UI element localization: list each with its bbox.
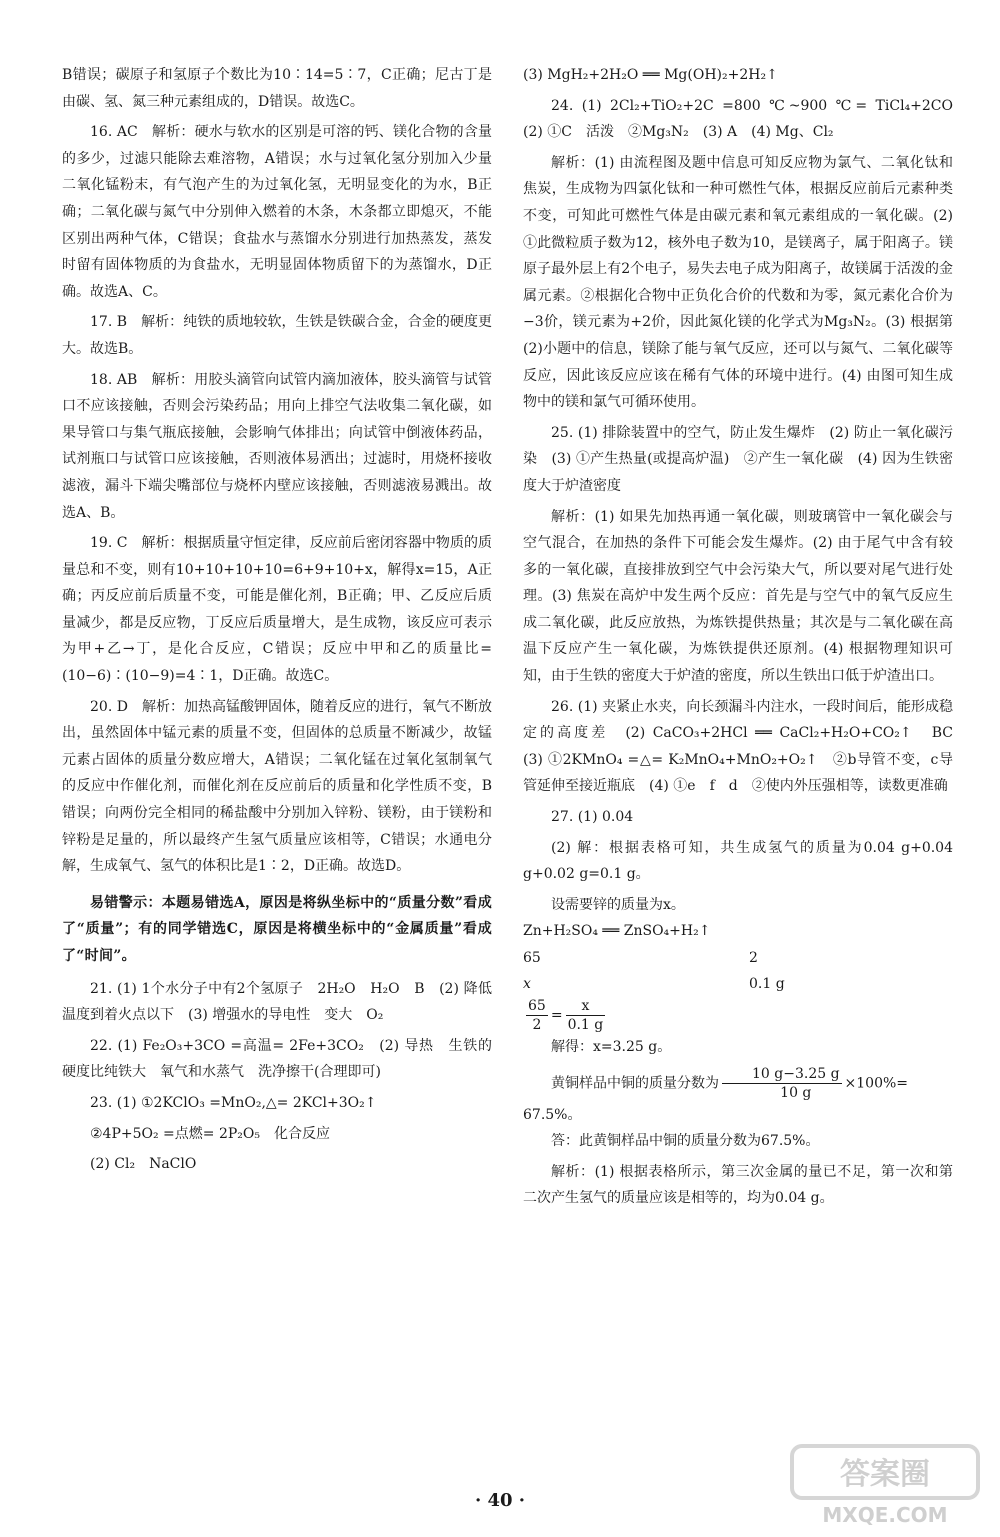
right-q27-1: 27. (1) 0.04 [551,809,634,826]
calc-answer: 答：此黄铜样品中铜的质量分数为67.5%。 [551,1133,820,1150]
watermark-logo [790,1440,980,1530]
pct-suffix: ×100%= [844,1075,909,1092]
left-column [62,62,492,1178]
right-p0: (3) MgH₂+2H₂O ══ Mg(OH)₂+2H₂↑ [523,67,778,83]
ratio-left-den: 2 [532,1017,542,1033]
left-q23: 23. (1) ①2KClO₃ =MnO₂,△= 2KCl+3O₂↑ [90,1094,377,1111]
calc-reaction: Zn+H₂SO₄ ══ ZnSO₄+H₂↑ [523,923,711,940]
left-q22: 22. (1) Fe₂O₃+3CO =高温= 2Fe+3CO₂ (2) 导热 生铁的硬度比纯铁大 氧气和水蒸气 洗净擦干(合理即可) [62,1037,492,1081]
ratio-left [526,997,548,1034]
pct-prefix: 黄铜样品中铜的质量分数为 [551,1075,719,1092]
ratio-right-num: x [566,997,606,1016]
calc-m-zn: 65 [523,950,541,966]
right-q25-analysis: 解析：(1) 如果先加热再通一氧化碳，则玻璃管中一氧化碳会与空气混合，在加热的条件下可能会发生爆炸。(2) 由于尾气中含有较多的一氧化碳，直接排放到空气中会污染大气，所以要对尾气进行处理。(3) 焦炭在高炉中发生两个反应：首先是与空气中的氧气反应生成二氧化碳，此反应放热，为炼铁提供热量；其次是与二氧化碳在高温下反应产生一氧化碳，为炼铁提供还原剂。(4) 根据物理知识可知，由于生铁的密度大于炉渣的密度，所以生铁出口低于炉渣出口。 [523,508,953,685]
ratio-right-den: 0.1 g [567,1017,604,1033]
mistake-warning: 易错警示：本题易错选A，原因是将纵坐标中的“质量分数”看成了“质量”；有的同学错选C，原因是将横坐标中的“金属质量”看成了“时间”。 [62,894,492,964]
pct-fraction [722,1065,842,1102]
right-q27-analysis: 解析：(1) 根据表格所示，第三次金属的量已不足，第一次和第二次产生氢气的质量应该是相等的，均为0.04 g。 [523,1163,953,1207]
calc-percent [523,1065,953,1102]
left-q19: 19. C 解析：根据质量守恒定律，反应前后密闭容器中物质的质量总和不变，则有10+10+10+10=6+9+10+x，解得x=15，A正确；丙反应前后质量不变，可能是催化剂，B正确；甲、乙反应后质量减少，都是反应物，丁反应后质量增大，是生成物，该反应可表示为甲+乙→丁，是化合反应，C错误；反应中甲和乙的质量比=(10−6)∶(10−9)=4∶1，D正确。故选C。 [62,535,492,685]
calc-ratio: $\frac{65}{2}$ = $\frac{x}{0.1 g}$ [528,998,604,1033]
calc-h2-mass: 0.1 g [749,976,785,992]
right-q26: 26. (1) 夹紧止水夹，向长颈漏斗内注水，一段时间后，能形成稳定的高度差 (2) CaCO₃+2HCl ══ CaCl₂+H₂O+CO₂↑ BC (3) ①2KMnO₄ =△= K₂MnO₄+MnO₂+O₂↑ ②b导管不变，c导管延伸至接近瓶底 (4) ①e f d ②使内外压强相等，读数更准确 [523,698,967,795]
left-q20: 20. D 解析：加热高锰酸钾固体，随着反应的进行，氧气不断放出，虽然固体中锰元素的质量不变，但固体的总质量不断减少，故锰元素占固体的质量分数应增大，A错误；二氧化锰在过氧化氢制氧气的反应中作催化剂，而催化剂在反应前后的质量和化学性质不变，B错误；向两份完全相同的稀盐酸中分别加入锌粉、镁粉，由于镁粉和锌粉是足量的，所以最终产生氢气质量应该相等，C错误；水通电分解，生成氧气、氢气的体积比是1∶2，D正确。故选D。 [62,698,492,875]
page-number: · 40 · [474,1490,526,1511]
left-q21: 21. (1) 1个水分子中有2个氢原子 2H₂O H₂O B (2) 降低温度到着火点以下 (3) 增强水的导电性 变大 O₂ [62,980,492,1024]
pct-result: 67.5%。 [523,1106,582,1123]
calc-x-row [523,971,953,997]
svg-text:答案圈: 答案圈 [840,1457,930,1492]
right-q25: 25. (1) 排除装置中的空气，防止发生爆炸 (2) 防止一氧化碳污染 (3) ①产生热量(或提高炉温) ②产生一氧化碳 (4) 因为生铁密度大于炉渣密度 [523,424,953,494]
left-q18: 18. AB 解析：用胶头滴管向试管内滴加液体，胶头滴管与试管口不应该接触，否则会污染药品；用向上排空气法收集二氧化碳，如果导管口与集气瓶底接触，会影响气体排出；向试管中倒液体药品，试剂瓶口与试管口应该接触，否则液体易洒出；过滤时，用烧杯接收滤液，漏斗下端尖嘴部位与烧杯内壁应该接触，否则滤液易溅出。故选A、B。 [62,371,492,521]
calc-mass-row [523,945,953,971]
right-q27-3: 设需要锌的质量为x。 [551,896,685,913]
left-q23-2: ②4P+5O₂ =点燃= 2P₂O₅ 化合反应 [90,1125,330,1142]
ratio-right [566,997,606,1034]
calc-m-h2: 2 [749,950,758,966]
calc-x: x [523,976,531,992]
svg-text:MXQE.COM: MXQE.COM [822,1503,948,1527]
right-column [523,62,967,1212]
pct-den: 10 g [780,1084,812,1101]
calc-solve: 解得：x=3.25 g。 [551,1039,672,1055]
right-q24-analysis: 解析：(1) 由流程图及题中信息可知反应物为氯气、二氧化钛和焦炭，生成物为四氯化钛和一种可燃性气体，根据反应前后元素种类不变，可知此可燃性气体是由碳元素和氧元素组成的一氧化碳。(2) ①此微粒质子数为12，核外电子数为10，是镁离子，属于阳离子。镁原子最外层上有2个电子，易失去电子成为阳离子，故镁属于活泼的金属元素。②根据化合物中正负化合价的代数和为零，氮元素化合价为−3价，镁元素为+2价，因此氮化镁的化学式为Mg₃N₂。(3) 根据第(2)小题中的信息，镁除了能与氧气反应，还可以与氮气、二氧化碳等反应，因此该反应应该在稀有气体的环境中进行。(4) 由图可知生成物中的镁和氯气可循环使用。 [523,154,953,411]
right-q27-2: (2) 解：根据表格可知，共生成氢气的质量为0.04 g+0.04 g+0.02 g=0.1 g。 [523,839,953,883]
left-q23-3: (2) Cl₂ NaClO [90,1156,197,1173]
right-q24: 24. (1) 2Cl₂+TiO₂+2C =800 ℃~900 ℃= TiCl₄+2CO (2) ①C 活泼 ②Mg₃N₂ (3) A (4) Mg、Cl₂ [523,97,967,141]
pct-num: 10 g−3.25 g [722,1065,842,1084]
left-q16: 16. AC 解析：硬水与软水的区别是可溶的钙、镁化合物的含量的多少，过滤只能除去难溶物，A错误；水与过氧化氢分别加入少量二氧化锰粉末，有气泡产生的为过氧化氢，无明显变化的为水，B正确；二氧化碳与氮气中分别伸入燃着的木条，木条都立即熄灭，不能区别出两种气体，C错误；食盐水与蒸馏水分别进行加热蒸发，蒸发时留有固体物质的为食盐水，无明显固体物质留下的为蒸馏水，D正确。故选A、C。 [62,124,492,300]
left-p0: B错误；碳原子和氢原子个数比为10∶14=5∶7，C正确；尼古丁是由碳、氢、氮三种元素组成的，D错误。故选C。 [62,67,492,110]
ratio-left-num: 65 [528,998,546,1014]
left-q17: 17. B 解析：纯铁的质地较软，生铁是铁碳合金，合金的硬度更大。故选B。 [62,314,492,357]
